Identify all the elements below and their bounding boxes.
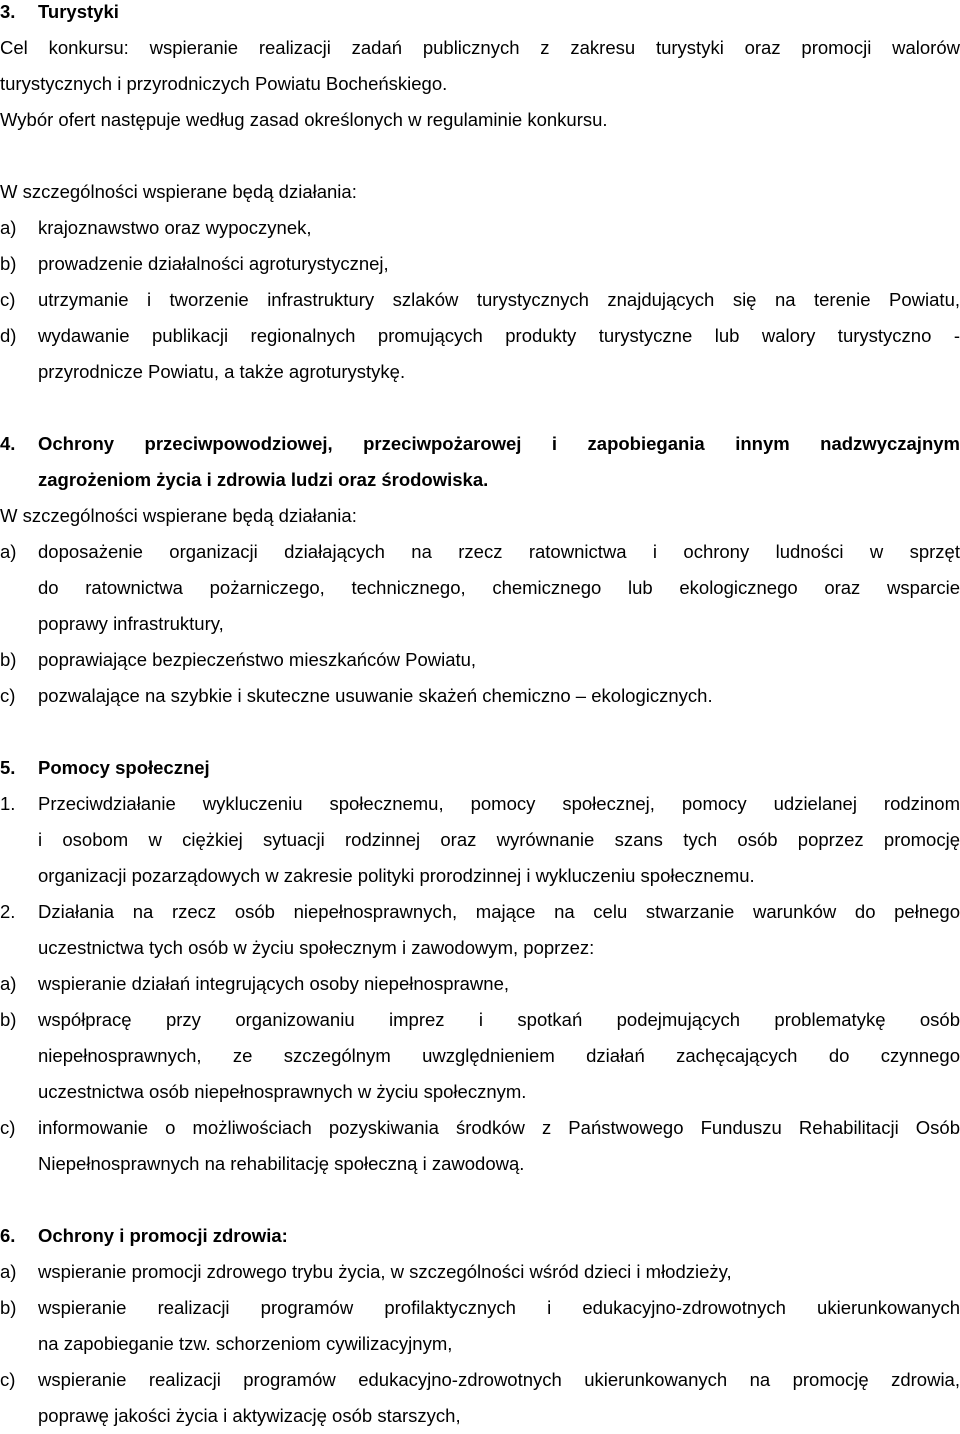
list-text: prowadzenie działalności agroturystycznej, — [38, 253, 389, 274]
list-text: krajoznawstwo oraz wypoczynek, — [38, 217, 312, 238]
list-marker: c) — [0, 1117, 16, 1138]
paragraph-line: Działania na rzecz osób niepełnosprawnych, mające na celu stwarzanie warunków do pełnego — [38, 901, 960, 922]
list-text: do ratownictwa pożarniczego, technicznego, chemicznego lub ekologicznego oraz wsparcie — [38, 577, 960, 598]
list-text: doposażenie organizacji działających na rzecz ratownictwa i ochrony ludności w sprzęt — [38, 541, 960, 562]
paragraph-line: Cel konkursu: wspieranie realizacji zadań publicznych z zakresu turystyki oraz promocji walorów — [0, 37, 960, 58]
list-marker: b) — [0, 1297, 17, 1318]
list-item — [0, 1254, 960, 1290]
section-5-heading — [0, 750, 960, 786]
list-text: uczestnictwa osób niepełnosprawnych w życiu społecznym. — [38, 1081, 527, 1102]
lead-text: W szczególności wspierane będą działania: — [0, 505, 357, 526]
list-text: wspieranie realizacji programów edukacyjno-zdrowotnych ukierunkowanych na promocję zdrowia, — [38, 1369, 960, 1390]
list-marker: b) — [0, 253, 17, 274]
list-marker: c) — [0, 289, 16, 310]
list-text: wydawanie publikacji regionalnych promujących produkty turystyczne lub walory turystyczno - — [38, 325, 960, 346]
section-number: 3. — [0, 1, 16, 22]
list-item — [0, 282, 960, 318]
list-item — [0, 1002, 960, 1110]
lead-text: W szczególności wspierane będą działania: — [0, 181, 357, 202]
list-item — [0, 1110, 960, 1182]
section-6-heading — [0, 1218, 960, 1254]
section-title: Ochrony przeciwpowodziowej, przeciwpożarowej i zapobiegania innym nadzwyczajnym — [38, 433, 960, 454]
section-title: Ochrony i promocji zdrowia: — [38, 1225, 288, 1246]
list-text: wspieranie promocji zdrowego trybu życia, w szczególności wśród dzieci i młodzieży, — [38, 1261, 732, 1282]
list-text: wspieranie działań integrujących osoby niepełnosprawne, — [38, 973, 510, 994]
numbered-paragraph — [0, 894, 960, 966]
paragraph-line: i osobom w ciężkiej sytuacji rodzinnej oraz wyrównanie szans tych osób poprzez promocję — [38, 829, 960, 850]
list-text: poprawę jakości życia i aktywizację osób starszych, — [38, 1405, 461, 1426]
section-title: zagrożeniom życia i zdrowia ludzi oraz środowiska. — [38, 469, 489, 490]
list-text: wspieranie realizacji programów profilaktycznych i edukacyjno-zdrowotnych ukierunkowanych — [38, 1297, 960, 1318]
paragraph-line: turystycznych i przyrodniczych Powiatu Bocheńskiego. — [0, 73, 448, 94]
paragraph-line: Wybór ofert następuje według zasad określonych w regulaminie konkursu. — [0, 109, 608, 130]
list-text: poprawy infrastruktury, — [38, 613, 224, 634]
list-item — [0, 1362, 960, 1434]
list-marker: c) — [0, 685, 16, 706]
list-item — [0, 966, 960, 1002]
list-item — [0, 1290, 960, 1362]
section-title: Pomocy społecznej — [38, 757, 210, 778]
list-item — [0, 246, 960, 282]
section-number: 6. — [0, 1225, 16, 1246]
list-text: pozwalające na szybkie i skuteczne usuwanie skażeń chemiczno – ekologicznych. — [38, 685, 713, 706]
list-marker: b) — [0, 649, 17, 670]
list-text: poprawiające bezpieczeństwo mieszkańców Powiatu, — [38, 649, 477, 670]
paragraph-line: uczestnictwa tych osób w życiu społecznym i zawodowym, poprzez: — [38, 937, 595, 958]
list-text: na zapobieganie tzw. schorzeniom cywilizacyjnym, — [38, 1333, 453, 1354]
list-text: przyrodnicze Powiatu, a także agroturystykę. — [38, 361, 406, 382]
list-item — [0, 678, 960, 714]
list-marker: d) — [0, 325, 17, 346]
list-marker: a) — [0, 541, 17, 562]
list-text: niepełnosprawnych, ze szczególnym uwzględnieniem działań zachęcających do czynnego — [38, 1045, 960, 1066]
section-number: 4. — [0, 433, 16, 454]
list-marker: a) — [0, 1261, 17, 1282]
numbered-paragraph — [0, 786, 960, 894]
list-marker: a) — [0, 217, 17, 238]
section-title: Turystyki — [38, 1, 119, 22]
section-3-heading — [0, 0, 960, 30]
list-text: Niepełnosprawnych na rehabilitację społeczną i zawodową. — [38, 1153, 525, 1174]
list-text: informowanie o możliwościach pozyskiwania środków z Państwowego Funduszu Rehabilitacji Osób — [38, 1117, 960, 1138]
section-number: 5. — [0, 757, 16, 778]
section-4-heading — [0, 426, 960, 498]
list-marker: b) — [0, 1009, 17, 1030]
list-text: utrzymanie i tworzenie infrastruktury szlaków turystycznych znajdujących się na terenie Powiatu, — [38, 289, 960, 310]
list-item — [0, 534, 960, 642]
list-item — [0, 318, 960, 390]
list-marker: 1. — [0, 793, 16, 814]
list-marker: c) — [0, 1369, 16, 1390]
list-marker: 2. — [0, 901, 16, 922]
list-text: współpracę przy organizowaniu imprez i spotkań podejmujących problematykę osób — [38, 1009, 960, 1030]
paragraph-line: organizacji pozarządowych w zakresie polityki prorodzinnej i wykluczeniu społecznemu. — [38, 865, 755, 886]
list-item — [0, 210, 960, 246]
paragraph-line: Przeciwdziałanie wykluczeniu społecznemu, pomocy społecznej, pomocy udzielanej rodzinom — [38, 793, 960, 814]
list-marker: a) — [0, 973, 17, 994]
list-item — [0, 642, 960, 678]
